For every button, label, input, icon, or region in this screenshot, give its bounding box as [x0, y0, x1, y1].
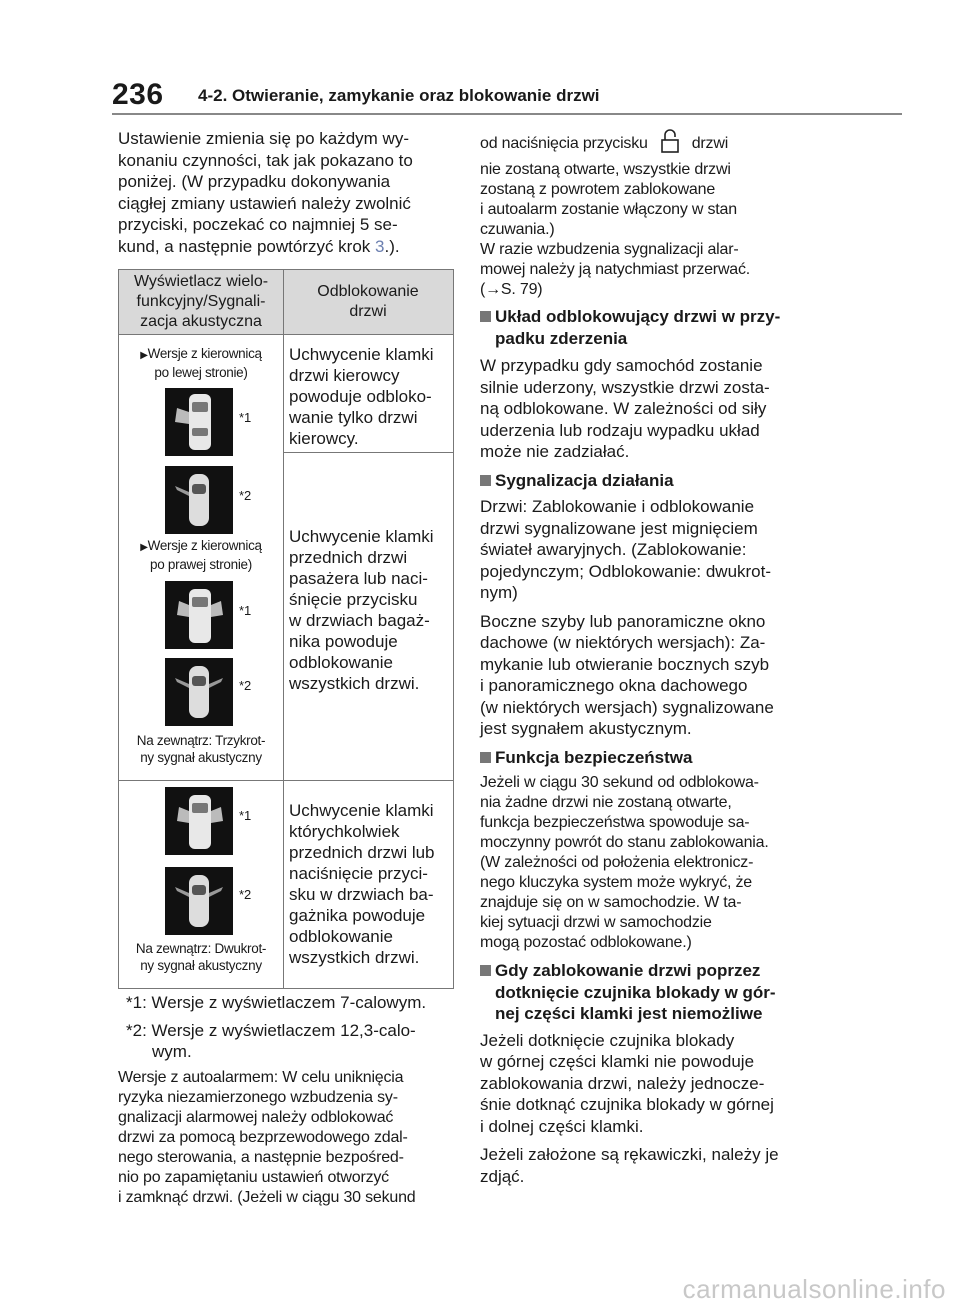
car-driver-door-open-icon — [165, 388, 233, 456]
rhd-label: ▶Wersje z kierownicą po prawej stronie) — [140, 538, 262, 572]
step-reference: 3 — [375, 236, 385, 256]
section-title: 4-2. Otwieranie, zamykanie oraz blokowanie drzwi — [198, 86, 600, 105]
car-all-doors-open-icon — [165, 787, 233, 855]
page-header — [112, 78, 902, 114]
intro-line: ciągłej zmiany ustawień należy zwolnić — [118, 193, 411, 213]
alarm-line: Wersje z autoalarmem: W celu uniknięcia — [118, 1069, 404, 1086]
footnote-1: *1: Wersje z wyświetlaczem 7-calowym. — [126, 993, 427, 1012]
continuation-line: od naciśnięcia przycisku drzwi — [480, 128, 810, 160]
left-intro — [118, 128, 448, 257]
car-driver-door-open-icon — [165, 466, 233, 534]
square-bullet-icon — [480, 475, 491, 486]
footnote-marker: *1 — [239, 603, 252, 618]
footnotes — [126, 992, 456, 1063]
footnote-marker: *1 — [239, 808, 252, 823]
watermark: carmanualsonline.info — [682, 1274, 946, 1304]
footnote-2: *2: Wersje z wyświetlaczem 12,3-calo- — [126, 1020, 416, 1040]
signals-text: Drzwi: Zablokowanie i odblokowanie drzwi sygnalizowane jest mignięciem świateł awaryjnych. (Zablokowanie: pojedynczym; Odblokowanie: dwukrot- nym) — [480, 497, 772, 602]
intro-line: poniżej. (W przypadku dokonywania — [118, 172, 391, 191]
continuation-line: (→S. 79) — [480, 281, 543, 298]
alarm-line: gnalizacji alarmowej należy odblokować — [118, 1109, 394, 1126]
outside-triple-beep: Na zewnątrz: Trzykrot- ny sygnał akustyczny — [136, 733, 266, 765]
lhd-label: ▶Wersje z kierownicą po lewej stronie) — [140, 346, 262, 380]
continuation-line: nie zostaną otwarte, wszystkie drzwi — [480, 161, 731, 178]
page-number: 236 — [112, 78, 164, 111]
footnote-2-cont: wym. — [152, 1042, 192, 1061]
lock-icon — [656, 128, 684, 160]
header-col-unlock: Odblokowanie drzwi — [317, 283, 419, 320]
outside-double-beep: Na zewnątrz: Dwukrot- ny sygnał akustyczny — [135, 941, 267, 973]
unlock-settings-table — [118, 269, 454, 989]
intro-line: konaniu czynności, tak jak pokazano to — [118, 150, 413, 170]
continuation-line: W razie wzbudzenia sygnalizacji alar- — [480, 241, 739, 258]
alarm-note — [118, 1068, 458, 1208]
right-column — [480, 128, 810, 1187]
alarm-line: nio po zapamiętaniu ustawień otworzyć — [118, 1169, 389, 1186]
car-all-doors-open-icon — [165, 581, 233, 649]
windows-text: Boczne szyby lub panoramiczne okno dachowe (w niektórych wersjach): Za- mykanie lub otwieranie bocznych szyb i panoramicznego okna dachowego (w niektórych wersjach) sygnalizowane jest sygnałem akustycznym. — [480, 611, 774, 738]
heading-crash-unlock: Układ odblokowujący drzwi w przy- padku zderzenia — [480, 306, 810, 349]
alarm-line: i zamknąć drzwi. (Jeżeli w ciągu 30 sekund — [118, 1189, 416, 1206]
footnote-marker: *2 — [239, 678, 252, 693]
heading-signals: Sygnalizacja działania — [480, 470, 810, 492]
row1-unlock-text: Uchwycenie klamki drzwi kierowcy powoduje odbloko- wanie tylko drzwi kierowcy. — [289, 345, 434, 448]
footnote-marker: *2 — [239, 488, 252, 503]
square-bullet-icon — [480, 752, 491, 763]
continuation-line: zostaną z powrotem zablokowane — [480, 181, 716, 198]
continuation-line: czuwania.) — [480, 221, 555, 238]
continuation-line: i autoalarm zostanie włączony w stan — [480, 201, 737, 218]
car-all-doors-open-icon — [165, 867, 233, 935]
security-text: Jeżeli w ciągu 30 sekund od odblokowa- nia żadne drzwi nie zostaną otwarte, funkcja bezpieczeństwa spowoduje sa- moczynny powrót do stanu zablokowania. (W zależności od położenia elektronicz- nego kluczyka system może wykryć, że znajduje się on w samochodzie. W ta- kiej sytuacji drzwi w samochodzie mogą pozostać odblokowane.) — [480, 774, 769, 951]
header-rule — [112, 113, 902, 115]
alarm-line: nego sterowania, a następnie bezpośred- — [118, 1149, 404, 1166]
alarm-line: drzwi za pomocą bezprzewodowego zdal- — [118, 1129, 408, 1146]
intro-line: kund, a następnie powtórzyć krok 3.). — [118, 236, 400, 256]
lock-sensor-text: Jeżeli dotknięcie czujnika blokady w górnej części klamki nie powoduje zablokowania drzwi, należy jednocze- śnie dotknąć czujnika blokady w górnej i dolnej części klamki. — [480, 1030, 774, 1136]
triangle-icon: ▶ — [140, 350, 148, 361]
heading-security: Funkcja bezpieczeństwa — [480, 747, 810, 769]
footnote-marker: *2 — [239, 887, 252, 902]
square-bullet-icon — [480, 965, 491, 976]
square-bullet-icon — [480, 311, 491, 322]
intro-line: Ustawienie zmienia się po każdym wy- — [118, 129, 409, 148]
alarm-line: ryzyka niezamierzonego wzbudzenia sy- — [118, 1089, 398, 1106]
footnote-marker: *1 — [239, 410, 252, 425]
header-col-display: Wyświetlacz wielo- funkcyjny/Sygnali- zacja akustyczna — [133, 273, 269, 330]
car-all-doors-open-icon — [165, 658, 233, 726]
row2-unlock-text: Uchwycenie klamki przednich drzwi pasażera lub naci- śnięcie przycisku w drzwiach bagaż- nika powoduje odblokowanie wszystkich drzwi. — [289, 527, 434, 693]
crash-unlock-text: W przypadku gdy samochód zostanie silnie uderzony, wszystkie drzwi zosta- ną odblokowane. W zależności od siły uderzenia lub rodzaju wypadku układ może nie zadziałać. — [480, 356, 770, 461]
heading-lock-sensor: Gdy zablokowanie drzwi poprzez dotknięcie czujnika blokady w gór- nej części klamki jest niemożliwe — [480, 960, 810, 1025]
triangle-icon: ▶ — [140, 542, 148, 553]
row3-unlock-text: Uchwycenie klamki którychkolwiek przednich drzwi lub naciśnięcie przyci- sku w drzwiach ba- gażnika powoduje odblokowanie wszystkich drzwi. — [289, 801, 435, 967]
continuation-line: mowej należy ją natychmiast przerwać. — [480, 261, 751, 278]
intro-line: przyciski, poczekać co najmniej 5 se- — [118, 215, 398, 234]
gloves-text: Jeżeli założone są rękawiczki, należy je zdjąć. — [480, 1145, 779, 1186]
